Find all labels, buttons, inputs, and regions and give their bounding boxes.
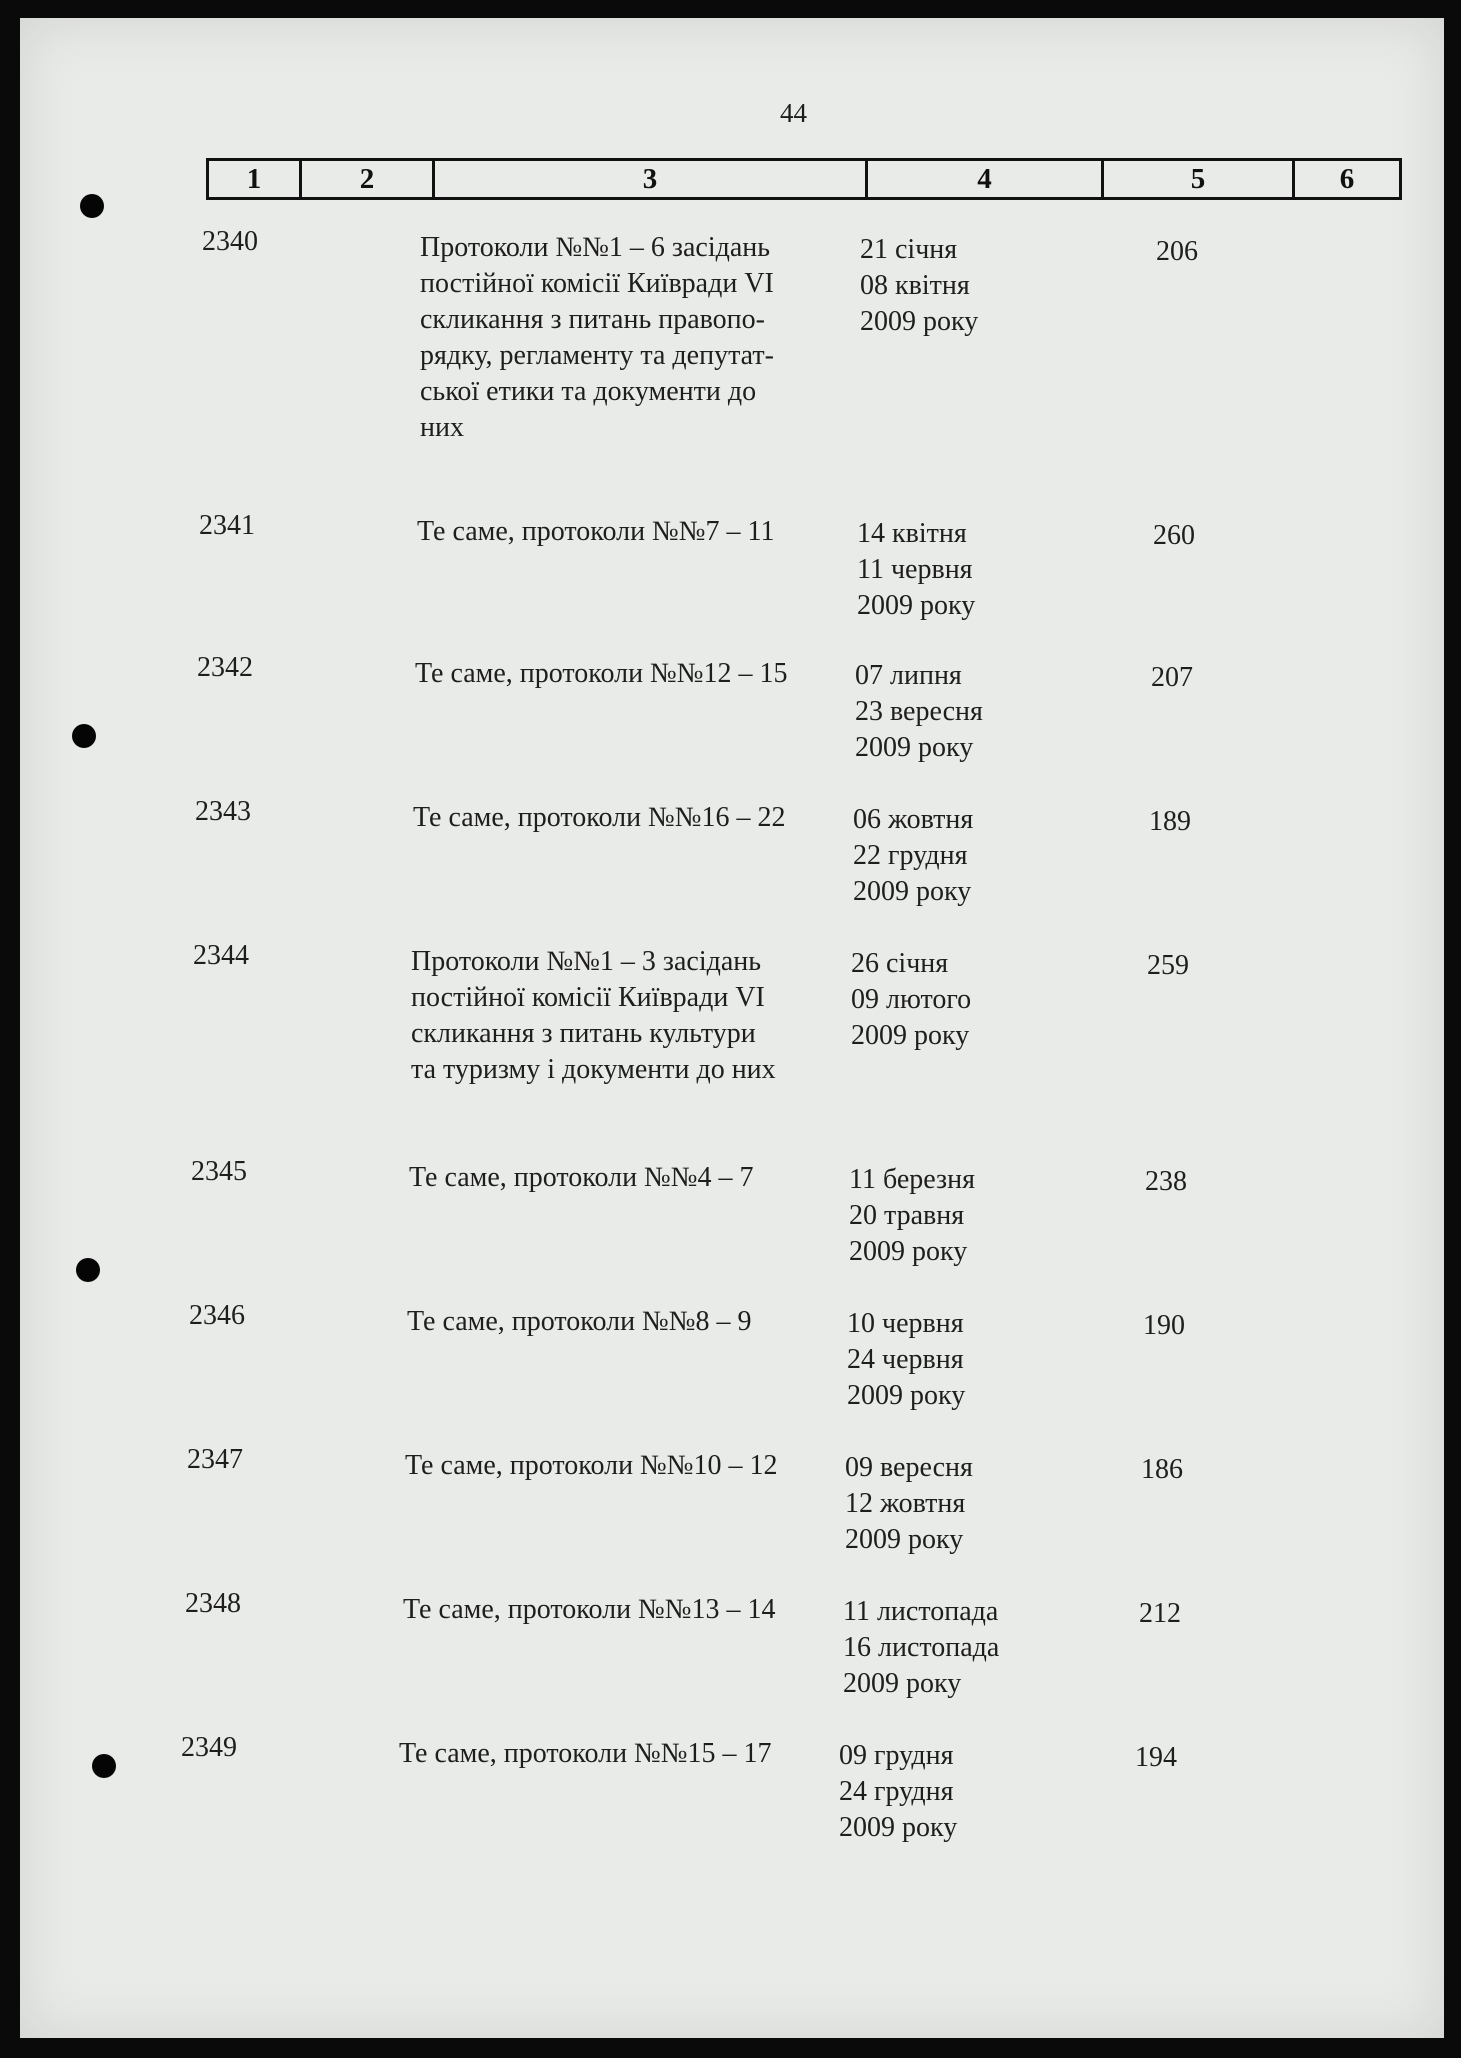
date-line: 26 січня: [851, 948, 949, 979]
sheet-count: 206: [1156, 236, 1198, 267]
page-number: 44: [780, 98, 807, 128]
file-description: [407, 1304, 752, 1340]
date-line: 2009 року: [855, 732, 974, 763]
file-dates: [860, 232, 978, 340]
date-line: 21 січня: [860, 234, 958, 265]
file-number: 2340: [202, 226, 258, 257]
description-line: Те саме, протоколи №№13 – 14: [403, 1594, 776, 1625]
date-line: 09 лютого: [851, 984, 972, 1015]
date-line: 22 грудня: [853, 840, 968, 871]
date-line: 08 квітня: [860, 270, 970, 301]
description-line: постійної комісії Київради VI: [420, 268, 774, 299]
file-number: 2344: [193, 940, 249, 971]
sheet-count: 212: [1139, 1598, 1181, 1629]
file-description: [405, 1448, 778, 1484]
file-description: [409, 1160, 754, 1196]
sheet-count: 238: [1145, 1166, 1187, 1197]
description-line: Те саме, протоколи №№10 – 12: [405, 1450, 778, 1481]
file-number: 2341: [199, 510, 255, 541]
description-line: Те саме, протоколи №№15 – 17: [399, 1738, 772, 1769]
sheet-count: 190: [1143, 1310, 1185, 1341]
date-line: 09 вересня: [845, 1452, 973, 1483]
file-dates: [849, 1162, 975, 1270]
date-line: 2009 року: [860, 306, 979, 337]
column-header-2: 2: [299, 158, 435, 200]
date-line: 2009 року: [843, 1668, 962, 1699]
date-line: 2009 року: [849, 1236, 968, 1267]
file-dates: [847, 1306, 965, 1414]
punch-hole: [92, 1754, 116, 1778]
date-line: 06 жовтня: [853, 804, 974, 835]
punch-hole: [76, 1258, 100, 1282]
table-header: [206, 158, 1399, 200]
file-number: 2342: [197, 652, 253, 683]
sheet-count: 259: [1147, 950, 1189, 981]
date-line: 2009 року: [851, 1020, 970, 1051]
date-line: 11 червня: [857, 554, 973, 585]
description-line: Те саме, протоколи №№16 – 22: [413, 802, 786, 833]
description-line: Те саме, протоколи №№4 – 7: [409, 1162, 754, 1193]
date-line: 09 грудня: [839, 1740, 954, 1771]
column-header-6: 6: [1292, 158, 1402, 200]
date-line: 24 червня: [847, 1344, 964, 1375]
file-description: [399, 1736, 772, 1772]
sheet-count: 194: [1135, 1742, 1177, 1773]
file-dates: [845, 1450, 973, 1558]
description-line: Те саме, протоколи №№8 – 9: [407, 1306, 752, 1337]
column-header-5: 5: [1101, 158, 1295, 200]
date-line: 2009 року: [839, 1812, 958, 1843]
description-line: ської етики та документи до: [420, 376, 757, 407]
document-page: [20, 18, 1444, 2038]
description-line: постійної комісії Київради VI: [411, 982, 765, 1013]
column-header-4: 4: [865, 158, 1104, 200]
date-line: 11 листопада: [843, 1596, 999, 1627]
punch-hole: [72, 724, 96, 748]
description-line: та туризму і документи до них: [411, 1054, 776, 1085]
date-line: 10 червня: [847, 1308, 964, 1339]
file-number: 2345: [191, 1156, 247, 1187]
punch-hole: [80, 194, 104, 218]
description-line: рядку, регламенту та депутат-: [420, 340, 774, 371]
file-dates: [851, 946, 971, 1054]
file-dates: [853, 802, 973, 910]
column-header-1: 1: [206, 158, 302, 200]
date-line: 16 листопада: [843, 1632, 1000, 1663]
description-line: Те саме, протоколи №№12 – 15: [415, 658, 788, 689]
date-line: 07 липня: [855, 660, 962, 691]
file-number: 2348: [185, 1588, 241, 1619]
file-number: 2343: [195, 796, 251, 827]
description-line: них: [420, 412, 464, 443]
description-line: Те саме, протоколи №№7 – 11: [417, 516, 775, 547]
file-description: [417, 514, 774, 550]
date-line: 11 березня: [849, 1164, 975, 1195]
date-line: 2009 року: [845, 1524, 964, 1555]
sheet-count: 207: [1151, 662, 1193, 693]
date-line: 2009 року: [857, 590, 976, 621]
column-header-3: 3: [432, 158, 868, 200]
date-line: 23 вересня: [855, 696, 983, 727]
description-line: Протоколи №№1 – 6 засідань: [420, 232, 771, 263]
date-line: 12 жовтня: [845, 1488, 966, 1519]
file-number: 2346: [189, 1300, 245, 1331]
description-line: скликання з питань культури: [411, 1018, 756, 1049]
description-line: скликання з питань правопо-: [420, 304, 765, 335]
file-description: [403, 1592, 776, 1628]
date-line: 24 грудня: [839, 1776, 954, 1807]
file-description: [411, 944, 776, 1088]
sheet-count: 260: [1153, 520, 1195, 551]
file-dates: [839, 1738, 957, 1846]
file-number: 2349: [181, 1732, 237, 1763]
description-line: Протоколи №№1 – 3 засідань: [411, 946, 762, 977]
file-description: [415, 656, 788, 692]
date-line: 2009 року: [847, 1380, 966, 1411]
file-description: [413, 800, 786, 836]
date-line: 20 травня: [849, 1200, 965, 1231]
file-dates: [855, 658, 983, 766]
sheet-count: 189: [1149, 806, 1191, 837]
date-line: 2009 року: [853, 876, 972, 907]
file-dates: [843, 1594, 999, 1702]
date-line: 14 квітня: [857, 518, 967, 549]
file-description: [420, 230, 774, 446]
file-number: 2347: [187, 1444, 243, 1475]
sheet-count: 186: [1141, 1454, 1183, 1485]
file-dates: [857, 516, 975, 624]
